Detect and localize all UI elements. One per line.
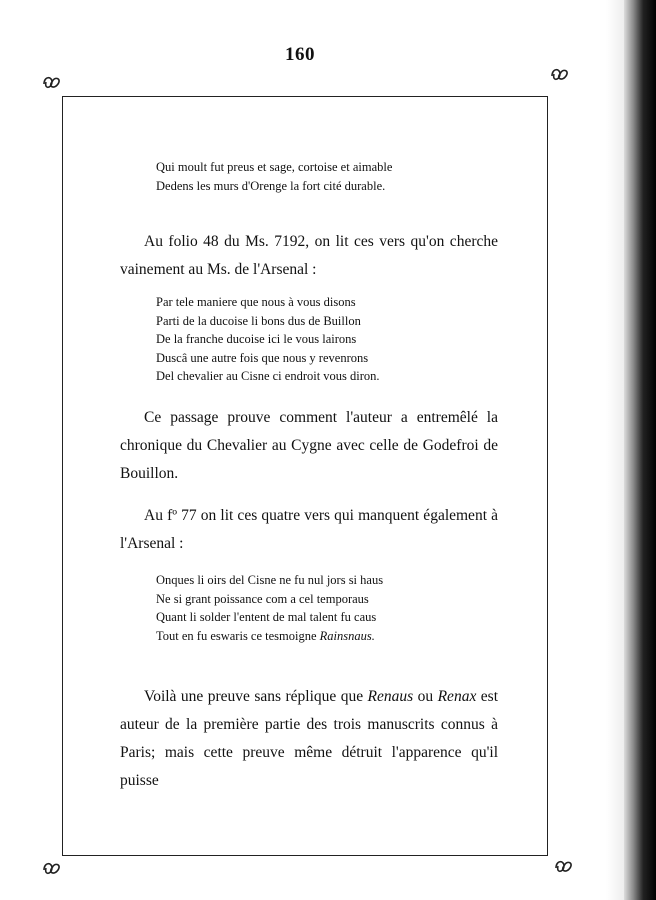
paragraph-text-part: est auteur de la première partie des trois manuscrits connus à Paris; mais cette preuve même détruit l'apparence qu'il puisse — [120, 688, 498, 789]
paragraph-text-part: Voilà une preuve sans réplique que — [144, 688, 364, 705]
page-gutter — [606, 0, 624, 900]
verse-line: Quant li solder l'entent de mal talent fu caus — [156, 610, 377, 624]
corner-ornament-icon — [552, 856, 576, 880]
verse-quote-1 — [156, 158, 392, 195]
author-name: Renaus — [367, 688, 414, 705]
paragraph-text-part: ou — [417, 688, 434, 705]
paragraph-2 — [120, 404, 498, 488]
verse-line: Qui moult fut preus et sage, cortoise et aimable — [156, 160, 393, 174]
verse-line: Dedens les murs d'Orenge la fort cité durable. — [156, 178, 386, 193]
verse-line: De la franche ducoise ici le vous lairons — [156, 332, 357, 346]
page-number: 160 — [285, 44, 315, 65]
corner-ornament-icon — [40, 858, 64, 882]
verse-line: Onques li oirs del Cisne ne fu nul jors si haus — [156, 573, 384, 587]
paragraph-text: Au fº 77 on lit ces quatre vers qui manquent également à l'Arsenal : — [120, 507, 498, 552]
verse-line: Parti de la ducoise li bons dus de Buillon — [156, 313, 361, 328]
paragraph-text — [120, 683, 498, 795]
verse-line: Duscâ une autre fois que nous y revenrons — [156, 350, 369, 365]
paragraph-text: Au folio 48 du Ms. 7192, on lit ces vers qu'on cherche vainement au Ms. de l'Arsenal : — [120, 233, 498, 278]
corner-ornament-icon — [548, 64, 572, 88]
verse-line: Par tele maniere que nous à vous disons — [156, 295, 356, 309]
paragraph-1 — [120, 228, 498, 284]
verse-line-text: Tout en fu eswaris ce tesmoigne — [156, 628, 317, 643]
verse-quote-3 — [156, 571, 383, 645]
author-name: Renax — [437, 688, 477, 705]
page-edge-shadow — [624, 0, 656, 900]
verse-quote-2 — [156, 293, 380, 386]
verse-line: Ne si grant poissance com a cel temporaus — [156, 591, 369, 606]
author-name: Rainsnaus. — [319, 628, 375, 643]
paragraph-4 — [120, 683, 498, 795]
paragraph-text: Ce passage prouve comment l'auteur a entremêlé la chronique du Chevalier au Cygne avec celle de Godefroi de Bouillon. — [120, 409, 498, 482]
verse-line — [156, 627, 383, 646]
corner-ornament-icon — [40, 72, 64, 96]
verse-line: Del chevalier au Cisne ci endroit vous diron. — [156, 369, 380, 383]
paragraph-3 — [120, 502, 498, 558]
